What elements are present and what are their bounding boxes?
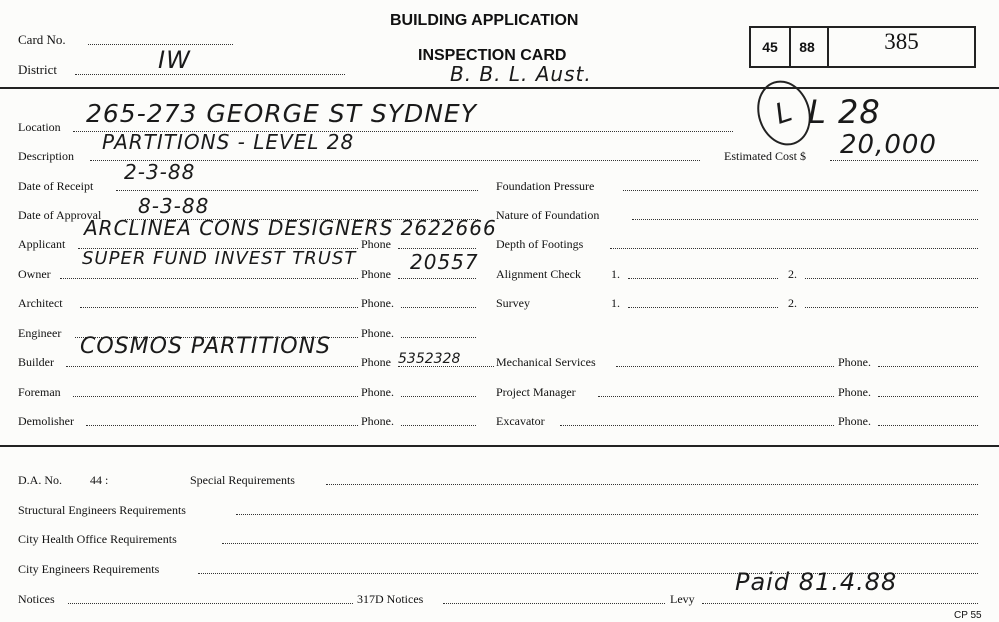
engineer-phone-label: Phone. [361,326,394,340]
alignment-check-label: Alignment Check [496,267,581,281]
project-manager-phone-field[interactable] [878,396,978,397]
card-title-line2: INSPECTION CARD [418,47,567,64]
structural-requirements-field[interactable] [236,514,978,515]
demolisher-field[interactable] [86,425,358,426]
special-requirements-field[interactable] [326,484,978,485]
builder-label: Builder [18,355,54,369]
district-field[interactable] [75,74,345,75]
location-label: Location [18,120,61,134]
alignment-two-field[interactable] [805,278,978,279]
notices-field[interactable] [68,603,353,604]
survey-two-field[interactable] [805,307,978,308]
foreman-phone-label: Phone. [361,385,394,399]
applicant-phone-field[interactable] [398,248,476,249]
survey-one-label: 1. [611,296,620,310]
date-receipt-value: 2-3-88 [124,160,196,184]
owner-field[interactable] [60,278,358,279]
levy-label: Levy [670,592,695,606]
foundation-pressure-field[interactable] [623,190,978,191]
excavator-phone-label: Phone. [838,414,871,428]
architect-phone-label: Phone. [361,296,394,310]
notices-label: Notices [18,592,55,606]
mechanical-phone-field[interactable] [878,366,978,367]
applicant-phone-label: Phone [361,237,391,251]
nature-foundation-label: Nature of Foundation [496,208,600,222]
card-no-field[interactable] [88,44,233,45]
da-no-label: D.A. No. [18,473,62,487]
architect-field[interactable] [80,307,358,308]
special-requirements-label: Special Requirements [190,473,295,487]
mechanical-services-label: Mechanical Services [496,355,596,369]
survey-label: Survey [496,296,530,310]
project-manager-field[interactable] [598,396,834,397]
notices-317d-label: 317D Notices [357,592,424,606]
header-divider [0,87,999,89]
engineer-label: Engineer [18,326,62,340]
foreman-label: Foreman [18,385,61,399]
requirements-divider [0,445,999,447]
level-mark: L 28 [808,93,881,131]
estimated-cost-label: Estimated Cost $ [724,149,806,163]
excavator-field[interactable] [560,425,834,426]
excavator-label: Excavator [496,414,545,428]
depth-footings-label: Depth of Footings [496,237,584,251]
card-box-mid: 88 [787,26,829,68]
demolisher-phone-field[interactable] [401,425,476,426]
owner-label: Owner [18,267,51,281]
mechanical-phone-label: Phone. [838,355,871,369]
depth-footings-field[interactable] [610,248,978,249]
foundation-pressure-label: Foundation Pressure [496,179,595,193]
builder-phone-value: 5352328 [398,351,461,367]
date-receipt-field[interactable] [116,190,478,191]
card-number-box [829,26,976,68]
survey-two-label: 2. [788,296,797,310]
alignment-one-field[interactable] [628,278,778,279]
builder-field[interactable] [66,366,358,367]
location-value: 265-273 GEORGE ST SYDNEY [86,99,477,128]
district-label: District [18,62,57,77]
levy-field[interactable] [702,603,978,604]
estimated-cost-value: 20,000 [840,130,937,160]
alignment-one-label: 1. [611,267,620,281]
survey-one-field[interactable] [628,307,778,308]
district-value: IW [158,46,191,74]
foreman-field[interactable] [73,396,358,397]
card-box-left: 45 [749,26,791,68]
project-manager-phone-label: Phone. [838,385,871,399]
excavator-phone-field[interactable] [878,425,978,426]
owner-phone-field[interactable] [398,278,476,279]
applicant-label: Applicant [18,237,66,251]
mechanical-services-field[interactable] [616,366,834,367]
health-office-requirements-field[interactable] [222,543,978,544]
city-engineers-requirements-label: City Engineers Requirements [18,562,160,576]
nature-foundation-field[interactable] [632,219,978,220]
notices-317d-field[interactable] [443,603,665,604]
estimated-cost-field[interactable] [830,160,978,161]
form-code: CP 55 [954,610,982,621]
structural-requirements-label: Structural Engineers Requirements [18,503,186,517]
date-receipt-label: Date of Receipt [18,179,94,193]
inspection-note: B. B. L. Aust. [450,62,592,86]
alignment-two-label: 2. [788,267,797,281]
health-office-requirements-label: City Health Office Requirements [18,532,177,546]
demolisher-phone-label: Phone. [361,414,394,428]
engineer-phone-field[interactable] [401,337,476,338]
card-title-line1: BUILDING APPLICATION [390,12,579,29]
date-approval-value: 8-3-88 [138,194,210,218]
architect-phone-field[interactable] [401,307,476,308]
applicant-value: ARCLINEA CONS DESIGNERS 2622666 [84,216,497,240]
builder-value: COSMOS PARTITIONS [80,334,331,359]
da-no-value: 44 : [90,473,109,487]
description-label: Description [18,149,74,163]
demolisher-label: Demolisher [18,414,74,428]
levy-value: Paid 81.4.88 [735,568,898,596]
foreman-phone-field[interactable] [401,396,476,397]
owner-phone-label: Phone [361,267,391,281]
owner-value: SUPER FUND INVEST TRUST [82,248,357,269]
card-no-label: Card No. [18,32,66,47]
circled-mark: L [749,74,819,153]
owner-phone-value: 20557 [410,250,479,274]
date-approval-label: Date of Approval [18,208,102,222]
project-manager-label: Project Manager [496,385,576,399]
builder-phone-label: Phone [361,355,391,369]
description-value: PARTITIONS - LEVEL 28 [102,130,355,154]
architect-label: Architect [18,296,63,310]
card-number: 385 [884,29,919,54]
